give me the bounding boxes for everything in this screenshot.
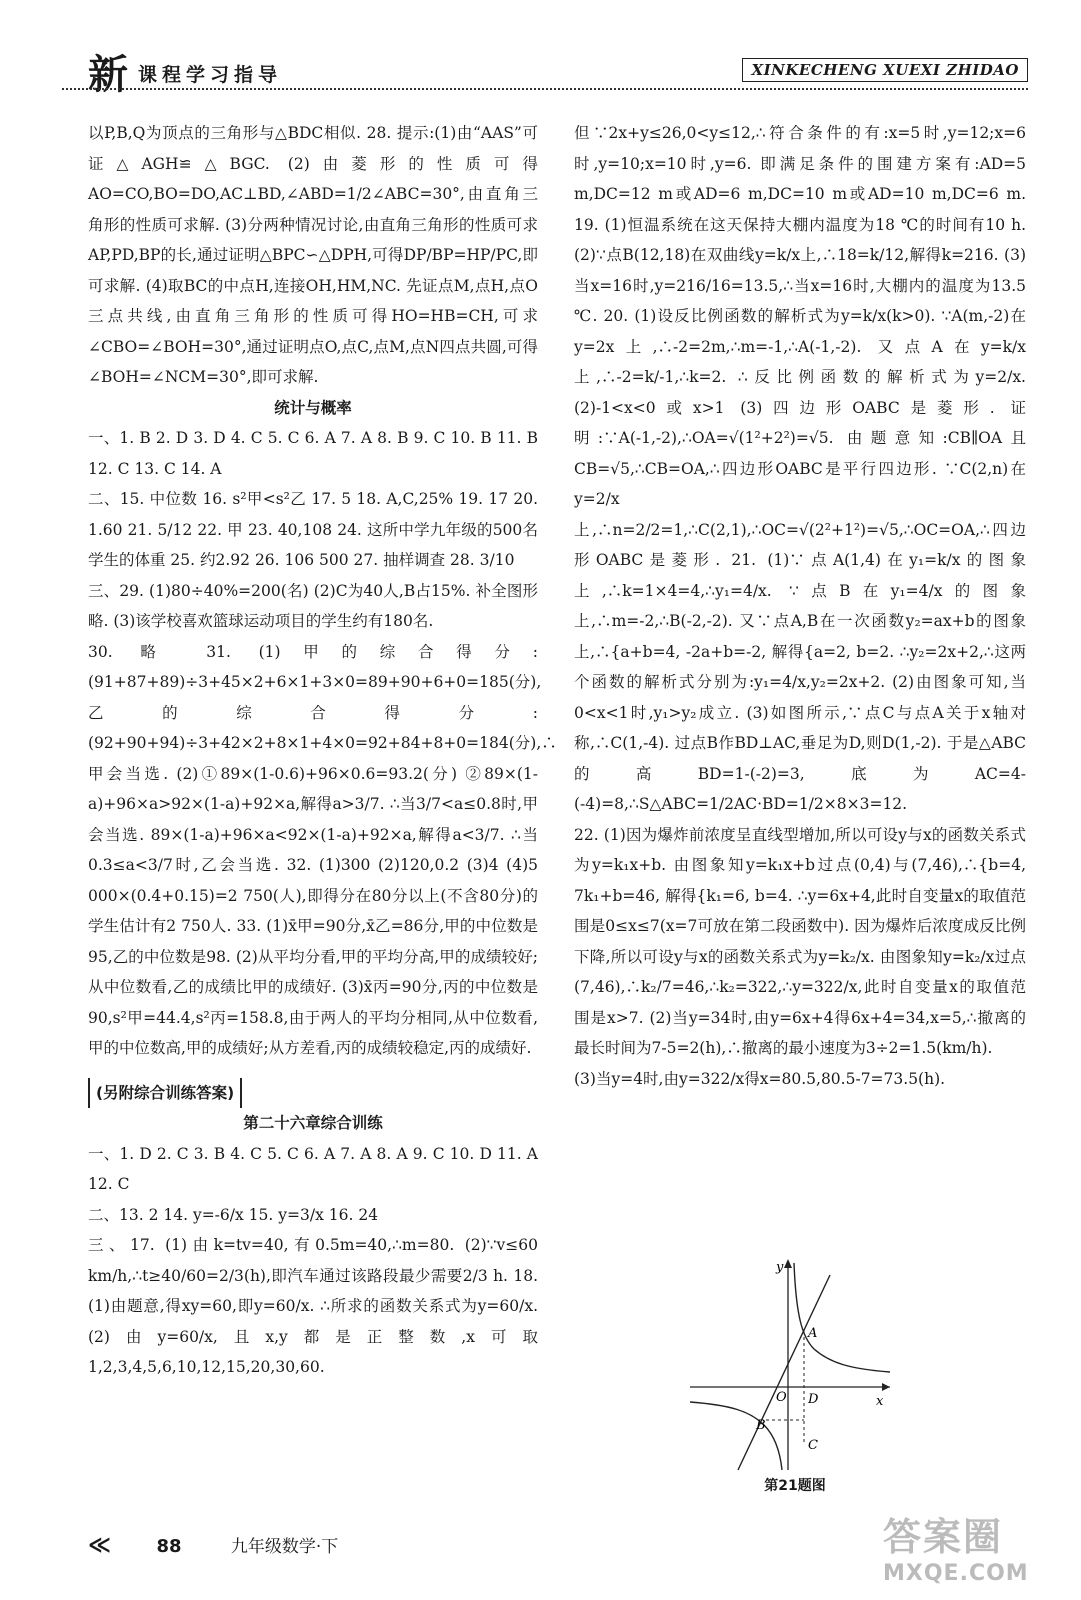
double-chevron-left-icon: ≪ — [88, 1533, 112, 1558]
function-graph — [690, 1255, 900, 1475]
answer-paragraph: (3)当y=4时,由y=322/x得x=80.5,80.5-7=73.5(h). — [574, 1069, 946, 1088]
answer-paragraph: 以P,B,Q为顶点的三角形与△BDC相似. 28. 提示:(1)由“AAS”可证△AGH≌△BGC. (2)由菱形的性质可得AO=CO,BO=DO,AC⊥BD,∠ABD=1/2∠ABC=30°,由直角三角形的性质可求解. (3)分两种情况讨论,由直角三角形的性质可求AP,PD,BP的长,通过证明△BPC∽△DPH,可得DP/BP=HP/PC,即可求解. (4)取BC的中点H,连接OH,HM,NC. 先证点M,点H,点O三点共线,由直角三角形的性质可得HO=HB=CH,可求∠CBO=∠BOH=30°,通过证明点O,点C,点M,点N四点共圆,可得∠BOH=∠NCM=30°,即可求解. — [88, 124, 538, 386]
origin-label: O — [776, 1390, 787, 1405]
answer-paragraph: 二、15. 中位数 16. s²甲<s²乙 17. 5 18. A,C,25% 19. 17 20. 1.60 21. 5/12 22. 甲 23. 40,108 24. 这所中学九年级的500名学生的体重 25. 约2.92 26. 106 500 27. 抽样调查 28. 3/10 — [88, 490, 538, 569]
page-number: 88 — [156, 1536, 182, 1557]
hyperbola-branch-left — [690, 1402, 782, 1470]
hyperbola-branch-right — [794, 1263, 890, 1372]
page-header — [62, 52, 1028, 102]
point-b-label: B — [756, 1418, 766, 1433]
section-heading-statistics: 统计与概率 — [274, 398, 352, 417]
answer-paragraph: 三、17. (1)由k=tv=40,有0.5m=40,∴m=80. (2)∵v≤60 km/h,∴t≥40/60=2/3(h),即汽车通过该路段最少需要2/3 h. 18. (1)由题意,得xy=60,即y=60/x. ∴所求的函数关系式为y=60/x. (2)由y=60/x,且x,y都是正整数,x可取1,2,3,4,5,6,10,12,15,20,30,60. — [88, 1236, 538, 1376]
watermark — [883, 1506, 1053, 1586]
figure-21 — [690, 1255, 900, 1495]
header-english-title: XINKECHENG XUEXI ZHIDAO — [742, 58, 1028, 82]
y-axis-arrow-icon — [784, 1259, 792, 1268]
x-axis-arrow-icon — [882, 1383, 890, 1391]
answer-paragraph: 三、29. (1)80÷40%=200(名) (2)C为40人,B占15%. 补全图形略. (3)该学校喜欢篮球运动项目的学生约有180名. — [88, 581, 538, 630]
watermark-text: 答案圈 — [883, 1515, 1004, 1559]
answer-paragraph: 一、1. D 2. C 3. B 4. C 5. C 6. A 7. A 8. A 9. C 10. D 11. A 12. C — [88, 1144, 538, 1193]
watermark-url: MXQE.COM — [883, 1561, 1029, 1586]
right-column — [574, 118, 1026, 1094]
page-footer — [88, 1532, 338, 1558]
section-heading-chapter26: 第二十六章综合训练 — [243, 1114, 383, 1132]
y-axis-label: y — [776, 1260, 784, 1275]
header-divider — [62, 88, 1028, 90]
book-title: 九年级数学·下 — [230, 1537, 339, 1557]
left-column — [88, 118, 557, 1383]
answer-paragraph: 30. 略 31. (1)甲的综合得分:(91+87+89)÷3+45×2+6×1+3×0=89+90+6+0=185(分),乙的综合得分:(92+90+94)÷3+42×2+8×1+4×0=92+84+8+0=184(分),∴甲会当选. (2)①89×(1-0.6)+96×0.6=93.2(分) ②89×(1-a)+96×a>92×(1-a)+92×a,解得a>3/7. ∴当3/7<a≤0.8时,甲会当选. 89×(1-a)+96×a<92×(1-a)+92×a,解得a<3/7. ∴当0.3≤a<3/7时,乙会当选. 32. (1)300 (2)120,0.2 (3)4 (4)5 000×(0.4+0.15)=2 750(人),即得分在80分以上(不含80分)的学生估计有2 750人. 33. (1)x̄甲=90分,x̄乙=86分,甲的中位数是95,乙的中位数是98. (2)从平均分看,甲的平均分高,甲的成绩较好;从中位数看,乙的成绩比甲的成绩好. (3)x̄丙=90分,丙的中位数是90,s²甲=44.4,s²丙=158.8,由于两人的平均分相同,从中位数看,甲的中位数高,甲的成绩好;从方差看,丙的成绩较稳定,丙的成绩好. — [88, 642, 557, 1057]
point-c-label: C — [808, 1438, 818, 1453]
header-title: 课程学习指导 — [138, 64, 283, 86]
x-axis-label: x — [876, 1394, 884, 1409]
figure-caption: 第21题图 — [764, 1478, 826, 1494]
logo-character: 新 — [88, 51, 128, 98]
answer-paragraph: 22. (1)因为爆炸前浓度呈直线型增加,所以可设y与x的函数关系式为y=k₁x+b. 由图象知y=k₁x+b过点(0,4)与(7,46),∴{b=4, 7k₁+b=46, 解得{k₁=6, b=4. ∴y=6x+4,此时自变量x的取值范围是0≤x≤7(x=7可放在第二段函数中). 因为爆炸后浓度成反比例下降,所以可设y与x的函数关系式为y=k₂/x. 由图象知y=k₂/x过点(7,46),∴k₂/7=46,∴k₂=322,∴y=322/x,此时自变量x的取值范围是x>7. (2)当y=34时,由y=6x+4得6x+4=34,x=5,∴撤离的最长时间为7-5=2(h),∴撤离的最小速度为3÷2=1.5(km/h). — [574, 825, 1026, 1057]
point-d-label: D — [808, 1392, 819, 1407]
answer-paragraph: 二、13. 2 14. y=-6/x 15. y=3/x 16. 24 — [88, 1205, 379, 1224]
answer-paragraph: 但∵2x+y≤26,0<y≤12,∴符合条件的有:x=5时,y=12;x=6时,y=10;x=10时,y=6. 即满足条件的围建方案有:AD=5 m,DC=12 m或AD=6 m,DC=10 m或AD=10 m,DC=6 m. 19. (1)恒温系统在这天保持大棚内温度为18 ℃的时间有10 h. (2)∵点B(12,18)在双曲线y=k/x上,∴18=k/12,解得k=216. (3)当x=16时,y=216/16=13.5,∴当x=16时,大棚内的温度为13.5 ℃. 20. (1)设反比例函数的解析式为y=k/x(k>0). ∵A(m,-2)在y=2x上,∴-2=2m,∴m=-1,∴A(-1,-2). 又点A在y=k/x上,∴-2=k/-1,∴k=2. ∴反比例函数的解析式为y=2/x. (2)-1<x<0或x>1 (3)四边形OABC是菱形. 证明:∵A(-1,-2),∴OA=√(1²+2²)=√5. 由题意知:CB∥OA且CB=√5,∴CB=OA,∴四边形OABC是平行四边形. ∵C(2,n)在y=2/x上,∴n=2/2=1,∴C(2,1),∴OC=√(2²+1²)=√5,∴OC=OA,∴四边形OABC是菱形. 21. (1)∵点A(1,4)在y₁=k/x的图象上,∴k=1×4=4,∴y₁=4/x. ∵点B在y₁=4/x的图象上,∴m=-2,∴B(-2,-2). 又∵点A,B在一次函数y₂=ax+b的图象上,∴{a+b=4, -2a+b=-2, 解得{a=2, b=2. ∴y₂=2x+2,∴这两个函数的解析式分别为:y₁=4/x,y₂=2x+2. (2)由图象可知,当0<x<1时,y₁>y₂成立. (3)如图所示,∵点C与点A关于x轴对称,∴C(1,-4). 过点B作BD⊥AC,垂足为D,则D(1,-2). 于是△ABC的高BD=1-(-2)=3,底为AC=4-(-4)=8,∴S△ABC=1/2AC·BD=1/2×8×3=12. — [574, 124, 1026, 813]
point-a-label: A — [808, 1326, 818, 1341]
appendix-heading: (另附综合训练答案) — [88, 1078, 242, 1109]
answer-paragraph: 一、1. B 2. D 3. D 4. C 5. C 6. A 7. A 8. B 9. C 10. B 11. B 12. C 13. C 14. A — [88, 429, 538, 478]
